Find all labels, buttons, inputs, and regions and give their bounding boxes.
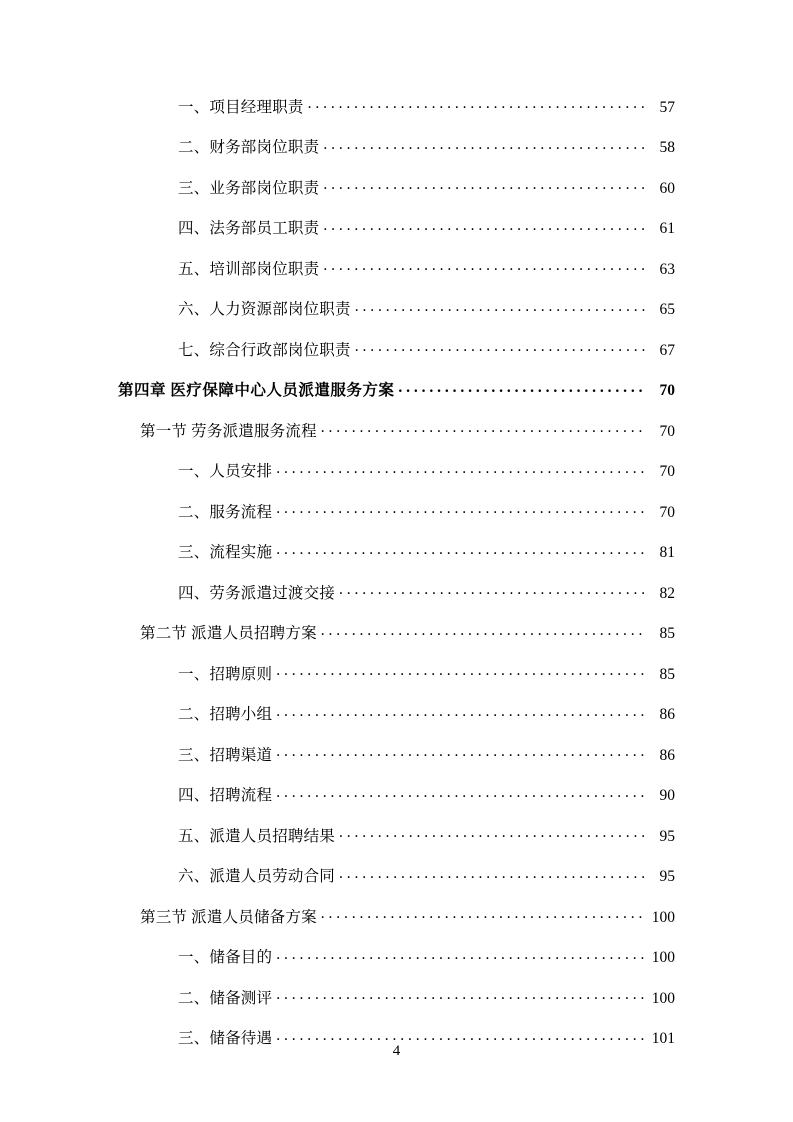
toc-entry-page-number: 100 (651, 908, 675, 926)
toc-leader-dots (323, 137, 646, 153)
toc-entry[interactable] (118, 218, 675, 237)
toc-entry-page-number: 100 (651, 949, 675, 966)
toc-entry-label: 第二节 派遣人员招聘方案 (140, 625, 317, 642)
toc-leader-dots (323, 177, 646, 193)
toc-entry-page-number: 67 (659, 341, 675, 359)
toc-entry-page-number: 65 (659, 301, 675, 318)
toc-entry-page-number: 82 (659, 584, 675, 602)
toc-entry-page-number: 86 (659, 706, 675, 723)
toc-entry-label: 五、派遣人员招聘结果 (178, 827, 336, 845)
toc-entry-label: 二、财务部岗位职责 (178, 139, 320, 156)
toc-entry[interactable] (118, 420, 675, 439)
toc-entry-label: 一、招聘原则 (178, 665, 273, 683)
toc-entry-page-number: 85 (659, 665, 675, 683)
toc-leader-dots (276, 987, 646, 1003)
toc-entry[interactable] (118, 299, 675, 318)
toc-entry[interactable] (118, 339, 675, 358)
toc-leader-dots (339, 866, 646, 882)
toc-entry-label: 四、法务部员工职责 (178, 220, 320, 237)
toc-entry-label: 第四章 医疗保障中心人员派遣服务方案 (118, 382, 395, 399)
toc-entry-page-number: 70 (659, 503, 675, 521)
toc-entry-page-number: 57 (659, 98, 675, 116)
toc-entry-page-number: 86 (659, 746, 675, 764)
toc-entry-label: 三、招聘渠道 (178, 746, 273, 764)
toc-entry-label: 五、培训部岗位职责 (178, 260, 320, 278)
toc-leader-dots (276, 501, 646, 517)
toc-entry-label: 三、储备待遇 (178, 1030, 273, 1047)
toc-entry[interactable] (118, 866, 675, 885)
toc-entry[interactable] (118, 96, 675, 115)
toc-entry-page-number: 61 (659, 220, 675, 237)
toc-leader-dots (276, 704, 646, 720)
toc-entry-page-number: 58 (659, 139, 675, 156)
toc-entry-page-number: 70 (659, 382, 675, 399)
toc-entry-page-number: 90 (659, 787, 675, 804)
toc-entry-label: 二、招聘小组 (178, 706, 273, 723)
toc-entry-label: 六、人力资源部岗位职责 (178, 301, 351, 318)
toc-leader-dots (276, 947, 646, 963)
toc-entry[interactable] (118, 987, 675, 1006)
toc-entry-page-number: 85 (659, 625, 675, 642)
toc-entry-page-number: 60 (659, 179, 675, 197)
toc-entry-label: 二、储备测评 (178, 989, 273, 1007)
table-of-contents (118, 96, 675, 1047)
toc-leader-dots (323, 218, 646, 234)
toc-leader-dots (276, 542, 646, 558)
toc-leader-dots (398, 380, 646, 396)
toc-entry[interactable] (118, 258, 675, 277)
toc-leader-dots (355, 299, 646, 315)
toc-entry-label: 一、项目经理职责 (178, 98, 304, 116)
toc-entry-page-number: 70 (659, 422, 675, 440)
toc-entry[interactable] (118, 461, 675, 480)
toc-entry[interactable] (118, 623, 675, 642)
toc-entry-label: 七、综合行政部岗位职责 (178, 341, 351, 359)
toc-entry[interactable] (118, 663, 675, 682)
toc-entry[interactable] (118, 137, 675, 156)
toc-leader-dots (355, 339, 646, 355)
toc-leader-dots (339, 582, 646, 598)
toc-leader-dots (276, 461, 646, 477)
toc-leader-dots (276, 785, 646, 801)
toc-entry-label: 四、劳务派遣过渡交接 (178, 584, 336, 602)
toc-entry[interactable] (118, 380, 675, 399)
toc-entry-label: 一、储备目的 (178, 949, 273, 966)
toc-leader-dots (276, 663, 646, 679)
toc-leader-dots (276, 1028, 646, 1044)
toc-entry[interactable] (118, 744, 675, 763)
toc-leader-dots (321, 623, 646, 639)
toc-entry-label: 二、服务流程 (178, 503, 273, 521)
toc-leader-dots (308, 96, 646, 112)
toc-leader-dots (321, 420, 646, 436)
toc-leader-dots (339, 825, 646, 841)
toc-leader-dots (321, 906, 646, 922)
toc-entry[interactable] (118, 542, 675, 561)
toc-entry-label: 第一节 劳务派遣服务流程 (140, 422, 317, 440)
page-number-footer: 4 (392, 1043, 401, 1059)
toc-entry-label: 六、派遣人员劳动合同 (178, 868, 336, 885)
toc-leader-dots (276, 744, 646, 760)
toc-entry-label: 三、业务部岗位职责 (178, 179, 320, 197)
toc-entry-page-number: 70 (659, 463, 675, 480)
toc-entry[interactable] (118, 177, 675, 196)
toc-entry-page-number: 95 (659, 827, 675, 845)
toc-entry-page-number: 95 (659, 868, 675, 885)
toc-entry[interactable] (118, 947, 675, 966)
toc-entry[interactable] (118, 704, 675, 723)
toc-entry-page-number: 63 (659, 260, 675, 278)
toc-entry-label: 一、人员安排 (178, 463, 273, 480)
toc-entry[interactable] (118, 582, 675, 601)
toc-leader-dots (323, 258, 646, 274)
toc-entry-page-number: 101 (651, 1030, 675, 1047)
toc-entry-label: 第三节 派遣人员储备方案 (140, 908, 317, 926)
toc-entry[interactable] (118, 785, 675, 804)
toc-entry-page-number: 81 (659, 544, 675, 561)
toc-entry-label: 三、流程实施 (178, 544, 273, 561)
toc-entry-page-number: 100 (651, 989, 675, 1007)
toc-entry[interactable] (118, 501, 675, 520)
toc-entry[interactable] (118, 906, 675, 925)
toc-entry-label: 四、招聘流程 (178, 787, 273, 804)
toc-entry[interactable] (118, 825, 675, 844)
